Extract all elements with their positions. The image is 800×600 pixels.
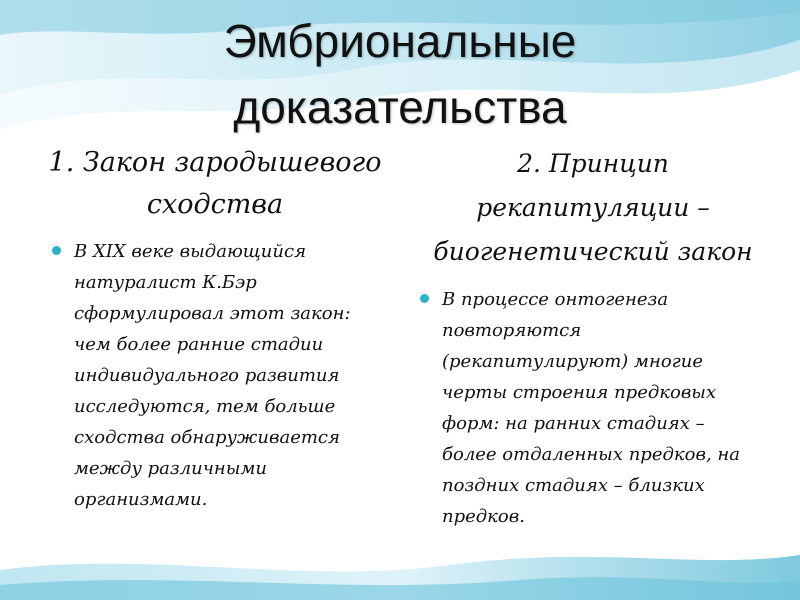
left-heading-line-1: 1. Закон зародышевого (48, 147, 382, 178)
right-heading-line-2: рекапитуляции – (476, 193, 710, 222)
left-bullet-line: В XIX веке выдающийся (74, 241, 306, 262)
left-bullet-line: исследуются, тем больше (74, 396, 336, 417)
right-bullet-line: повторяются (442, 320, 582, 341)
left-bullet-line: сформулировал этот закон: (74, 303, 351, 324)
left-bullet-line: чем более ранние стадии (74, 334, 324, 355)
left-heading (40, 142, 390, 226)
right-bullet-item (408, 284, 778, 532)
right-heading (408, 142, 778, 274)
right-bullet-line: поздних стадиях – близких (442, 475, 705, 496)
title-line-2: доказательства (233, 81, 567, 133)
right-bullet-line: более отдаленных предков, на (442, 444, 740, 465)
left-bullet-line: между различными (74, 458, 267, 479)
title-line-1: Эмбриональные (223, 15, 577, 67)
slide-title (0, 8, 800, 140)
right-bullet-line: предков. (442, 506, 525, 527)
right-bullet-line: В процессе онтогенеза (442, 289, 669, 310)
left-bullet-line: организмами. (74, 489, 208, 510)
left-bullet-line: индивидуального развития (74, 365, 340, 386)
left-column (40, 142, 390, 515)
left-bullet-item (40, 236, 390, 515)
left-bullet-line: сходства обнаруживается (74, 427, 340, 448)
bullet-dot-icon (420, 294, 429, 303)
right-column (408, 142, 778, 532)
right-heading-line-1: 2. Принцип (517, 149, 669, 178)
right-bullet-line: черты строения предковых (442, 382, 717, 403)
right-heading-line-3: биогенетический закон (433, 237, 753, 266)
right-bullet-line: форм: на ранних стадиях – (442, 413, 705, 434)
bullet-dot-icon (52, 246, 61, 255)
left-heading-line-2: сходства (146, 189, 284, 220)
right-bullet-line: (рекапитулируют) многие (442, 351, 704, 372)
left-bullet-line: натуралист К.Бэр (74, 272, 257, 293)
